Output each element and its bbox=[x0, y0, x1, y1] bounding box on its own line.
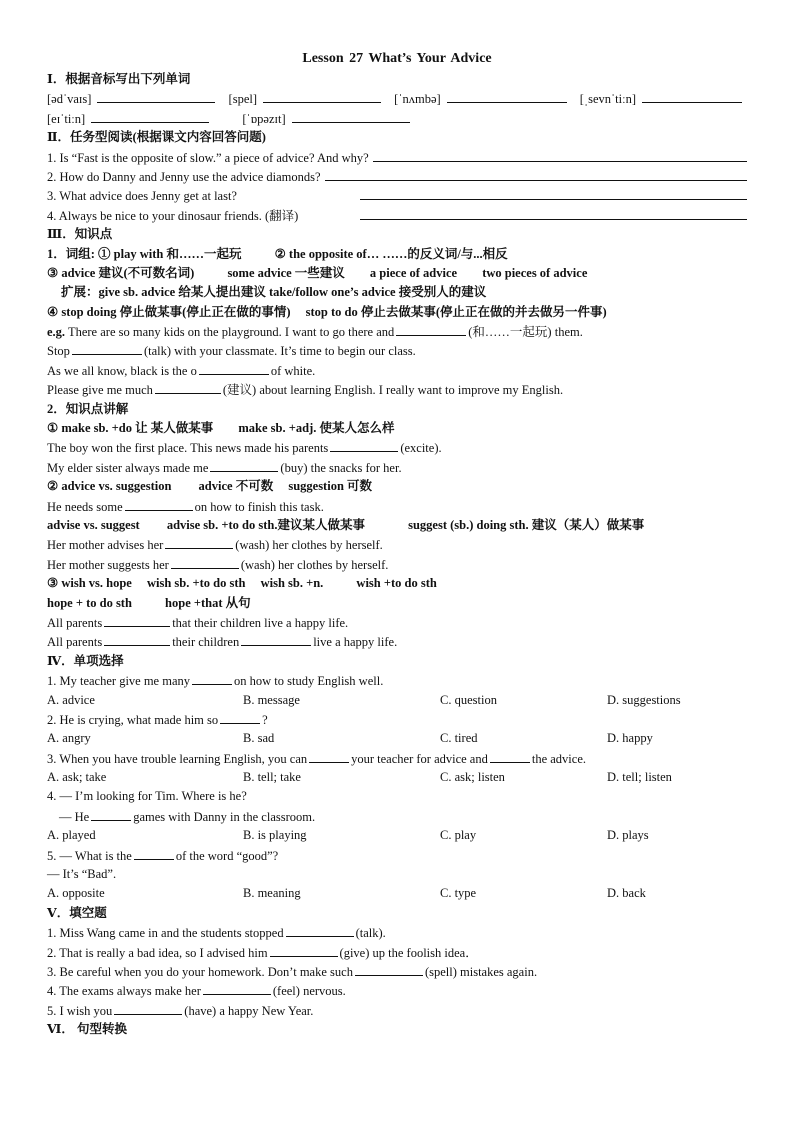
phrase-label: 1．词组: bbox=[47, 246, 95, 261]
phonetics-row-1 bbox=[47, 89, 747, 108]
knowledge-2-example-1 bbox=[47, 497, 747, 516]
example-text: (wash) her clothes by herself. bbox=[235, 538, 383, 553]
knowledge-1 bbox=[47, 419, 747, 438]
knowledge-3 bbox=[47, 574, 747, 593]
example-text: of white. bbox=[270, 363, 316, 378]
knowledge-3-hope bbox=[47, 594, 747, 613]
question-text: 5. I wish you bbox=[47, 1003, 113, 1018]
section-2-heading: Ⅱ．任务型阅读(根据课文内容回答问题) bbox=[47, 130, 266, 145]
option-a[interactable]: A. angry bbox=[47, 731, 91, 746]
mc-options-5 bbox=[47, 884, 747, 903]
option-d[interactable]: D. tell; listen bbox=[607, 770, 672, 785]
knowledge-suggestion-countable: suggestion 可数 bbox=[288, 479, 373, 494]
fill-item-1 bbox=[47, 923, 747, 942]
answer-blank[interactable] bbox=[104, 632, 170, 646]
answer-blank[interactable] bbox=[330, 438, 398, 452]
knowledge-suggest-usage: suggest (sb.) doing sth. 建议（某人）做某事 bbox=[408, 517, 645, 532]
section-1-heading: Ⅰ．根据音标写出下列单词 bbox=[47, 72, 191, 86]
option-a[interactable]: A. opposite bbox=[47, 886, 105, 901]
example-text: There are so many kids on the playground. I want to go there and bbox=[65, 325, 395, 340]
mc-question-5 bbox=[47, 846, 747, 865]
example-text: As we all know, black is the o bbox=[47, 363, 197, 378]
answer-blank[interactable] bbox=[292, 109, 410, 123]
answer-blank[interactable] bbox=[192, 671, 232, 685]
example-text: Her mother advises her bbox=[47, 538, 164, 553]
answer-blank[interactable] bbox=[210, 458, 278, 472]
section-3-heading: Ⅲ．知识点 bbox=[47, 227, 113, 242]
fill-item-3 bbox=[47, 962, 747, 981]
knowledge-wish-sb-n: wish sb. +n. bbox=[260, 576, 324, 591]
question-text: 4. Always be nice to your dinosaur friends. (翻译) bbox=[47, 208, 299, 223]
phrase-extension: 扩展：give sb. advice 给某人提出建议 take/follow one’s advice 接受别人的建议 bbox=[61, 285, 487, 300]
knowledge-advise-usage: advise sb. +to do sth.建议某人做某事 bbox=[166, 517, 365, 532]
example-text: All parents bbox=[47, 635, 103, 650]
question-text: 5. — What is the bbox=[47, 848, 132, 863]
question-text: (give) up the foolish idea． bbox=[339, 945, 478, 960]
example-text: My elder sister always made me bbox=[47, 460, 209, 475]
phrase-line-4 bbox=[47, 303, 747, 322]
reading-question-1 bbox=[47, 148, 747, 167]
answer-blank[interactable] bbox=[309, 749, 349, 763]
answer-blank[interactable] bbox=[203, 981, 271, 995]
fill-item-2 bbox=[47, 943, 747, 962]
knowledge-hope-that: hope +that 从句 bbox=[165, 595, 251, 610]
question-text: 1. Miss Wang came in and the students stopped bbox=[47, 926, 284, 941]
example-text: on how to finish this task. bbox=[194, 499, 324, 514]
knowledge-hope-to-do: hope + to do sth bbox=[47, 595, 132, 610]
option-a[interactable]: A. ask; take bbox=[47, 770, 107, 785]
question-text: your teacher for advice and bbox=[351, 751, 488, 766]
mc-question-4-line-2 bbox=[47, 807, 747, 826]
option-d[interactable]: D. back bbox=[607, 886, 646, 901]
example-text: The boy won the first place. This news made his parents bbox=[47, 441, 329, 456]
phrase-stop-doing: ④ stop doing 停止做某事(停止正在做的事情) bbox=[47, 304, 291, 319]
answer-line[interactable] bbox=[373, 148, 747, 162]
section-5-heading: Ⅴ．填空题 bbox=[47, 905, 107, 920]
phonetic-1: [ədˈvaɪs] bbox=[47, 92, 92, 107]
option-b[interactable]: B. meaning bbox=[243, 886, 301, 901]
option-b[interactable]: B. is playing bbox=[243, 828, 307, 843]
option-c[interactable]: C. play bbox=[440, 828, 477, 843]
question-text: 4. The exams always make her bbox=[47, 984, 201, 999]
knowledge-3-example-1 bbox=[47, 613, 747, 632]
phrase-opposite-of: ② the opposite of… ……的反义词/与...相反 bbox=[274, 246, 508, 261]
option-d[interactable]: D. suggestions bbox=[607, 692, 681, 707]
answer-blank[interactable] bbox=[241, 632, 311, 646]
question-text: 3. When you have trouble learning English, you can bbox=[47, 751, 308, 766]
option-c[interactable]: C. tired bbox=[440, 731, 478, 746]
answer-blank[interactable] bbox=[72, 341, 142, 355]
phrase-advice: ③ advice 建议(不可数名词) bbox=[47, 265, 195, 280]
example-text: Stop bbox=[47, 344, 70, 359]
phrase-stop-to-do: stop to do 停止去做某事(停止正在做的并去做另一件事) bbox=[305, 304, 607, 319]
answer-blank[interactable] bbox=[220, 710, 260, 724]
option-c[interactable]: C. ask; listen bbox=[440, 770, 505, 785]
phonetic-2: [spel] bbox=[228, 92, 258, 107]
question-text: 2. That is really a bad idea, so I advised him bbox=[47, 945, 268, 960]
phrase-piece-of-advice: a piece of advice bbox=[369, 265, 458, 280]
knowledge-make-adj: make sb. +adj. 使某人怎么样 bbox=[238, 421, 395, 436]
reading-question-4 bbox=[47, 206, 747, 225]
knowledge-advice-vs-suggestion: ② advice vs. suggestion bbox=[47, 479, 172, 494]
answer-line[interactable] bbox=[325, 167, 747, 181]
mc-options-4 bbox=[47, 826, 747, 845]
question-text: (have) a happy New Year. bbox=[184, 1003, 314, 1018]
example-text: Please give me much bbox=[47, 383, 153, 398]
option-b[interactable]: B. message bbox=[243, 692, 300, 707]
example-4 bbox=[47, 380, 747, 399]
knowledge-advice-uncountable: advice 不可数 bbox=[198, 479, 274, 494]
example-text: Her mother suggests her bbox=[47, 557, 169, 572]
phonetic-3: [ˈnʌmbə] bbox=[394, 92, 441, 107]
mc-options-1 bbox=[47, 691, 747, 710]
option-a[interactable]: A. played bbox=[47, 828, 96, 843]
knowledge-3-example-2 bbox=[47, 632, 747, 651]
example-label: e.g. bbox=[47, 325, 66, 340]
phonetic-4: [ˌsevnˈtiːn] bbox=[579, 92, 637, 107]
knowledge-advise-vs-suggest: advise vs. suggest bbox=[47, 517, 140, 532]
worksheet bbox=[47, 48, 747, 1040]
answer-line[interactable] bbox=[360, 186, 747, 200]
mc-question-2 bbox=[47, 710, 747, 729]
knowledge-2 bbox=[47, 477, 747, 496]
question-text: (talk). bbox=[355, 926, 386, 941]
question-text: (feel) nervous. bbox=[272, 984, 346, 999]
knowledge-wish-vs-hope: ③ wish vs. hope bbox=[47, 576, 132, 591]
example-text: (建议) about learning English. I really want to improve my English. bbox=[222, 383, 564, 398]
answer-blank[interactable] bbox=[263, 89, 381, 103]
section-6-heading: Ⅵ． 句型转换 bbox=[47, 1022, 127, 1037]
answer-blank[interactable] bbox=[125, 497, 193, 511]
example-text: (excite). bbox=[400, 441, 442, 456]
phrase-play-with: ① play with 和……一起玩 bbox=[98, 246, 242, 261]
answer-blank[interactable] bbox=[642, 89, 742, 103]
knowledge-wish-to-do: wish +to do sth bbox=[356, 576, 437, 591]
mc-options-2 bbox=[47, 729, 747, 748]
question-text: 2. How do Danny and Jenny use the advice diamonds? bbox=[47, 169, 321, 184]
answer-blank[interactable] bbox=[91, 109, 209, 123]
option-c[interactable]: C. question bbox=[440, 692, 497, 707]
example-text: (wash) her clothes by herself. bbox=[240, 557, 389, 572]
answer-blank[interactable] bbox=[396, 322, 466, 336]
question-text: of the word “good”? bbox=[175, 848, 279, 863]
question-text: 3. Be careful when you do your homework. Don’t make such bbox=[47, 964, 353, 979]
mc-options-3 bbox=[47, 768, 747, 787]
mc-question-4: 4. — I’m looking for Tim. Where is he? bbox=[47, 789, 247, 804]
example-1 bbox=[47, 322, 747, 341]
answer-line[interactable] bbox=[360, 206, 747, 220]
knowledge-heading: 2．知识点讲解 bbox=[47, 401, 129, 416]
answer-blank[interactable] bbox=[114, 1001, 182, 1015]
answer-blank[interactable] bbox=[91, 807, 131, 821]
example-text: their children bbox=[172, 635, 240, 650]
example-text: He needs some bbox=[47, 499, 123, 514]
question-text: ? bbox=[262, 712, 268, 727]
mc-question-3 bbox=[47, 749, 747, 768]
answer-blank[interactable] bbox=[270, 943, 338, 957]
example-text: All parents bbox=[47, 615, 103, 630]
answer-blank[interactable] bbox=[199, 361, 269, 375]
answer-blank[interactable] bbox=[104, 613, 170, 627]
example-3 bbox=[47, 361, 747, 380]
example-2 bbox=[47, 341, 747, 360]
question-text: 1. My teacher give me many bbox=[47, 674, 191, 689]
question-text: 1. Is “Fast is the opposite of slow.” a piece of advice? And why? bbox=[47, 150, 369, 165]
phrase-line-2 bbox=[47, 264, 747, 283]
answer-blank[interactable] bbox=[155, 380, 221, 394]
answer-blank[interactable] bbox=[171, 555, 239, 569]
reading-question-2 bbox=[47, 167, 747, 186]
mc-question-1 bbox=[47, 671, 747, 690]
example-text: that their children live a happy life. bbox=[172, 615, 349, 630]
option-d[interactable]: D. plays bbox=[607, 828, 649, 843]
example-text: (和……一起玩) them. bbox=[468, 325, 583, 340]
question-text: games with Danny in the classroom. bbox=[133, 809, 316, 824]
knowledge-1-example-2 bbox=[47, 458, 747, 477]
option-c[interactable]: C. type bbox=[440, 886, 477, 901]
phrase-pieces-of-advice: two pieces of advice bbox=[482, 265, 588, 280]
answer-blank[interactable] bbox=[447, 89, 567, 103]
example-text: live a happy life. bbox=[313, 635, 398, 650]
answer-blank[interactable] bbox=[490, 749, 530, 763]
option-b[interactable]: B. sad bbox=[243, 731, 275, 746]
answer-blank[interactable] bbox=[165, 535, 233, 549]
fill-item-5 bbox=[47, 1001, 747, 1020]
phonetics-row-2 bbox=[47, 109, 747, 128]
option-d[interactable]: D. happy bbox=[607, 731, 653, 746]
phrase-some-advice: some advice 一些建议 bbox=[227, 265, 345, 280]
question-text: 3. What advice does Jenny get at last? bbox=[47, 189, 237, 204]
knowledge-2-example-2 bbox=[47, 535, 747, 554]
answer-blank[interactable] bbox=[134, 846, 174, 860]
option-b[interactable]: B. tell; take bbox=[243, 770, 301, 785]
knowledge-advise-suggest bbox=[47, 516, 747, 535]
question-text: 2. He is crying, what made him so bbox=[47, 712, 219, 727]
phonetic-5: [eɪˈtiːn] bbox=[47, 111, 86, 126]
option-a[interactable]: A. advice bbox=[47, 692, 95, 707]
knowledge-wish-sb-to-do: wish sb. +to do sth bbox=[146, 576, 246, 591]
answer-blank[interactable] bbox=[286, 923, 354, 937]
reading-question-3 bbox=[47, 186, 747, 205]
question-text: the advice. bbox=[531, 751, 586, 766]
question-text: — He bbox=[59, 809, 90, 824]
answer-blank[interactable] bbox=[97, 89, 215, 103]
phonetic-6: [ˈɒpəzɪt] bbox=[242, 111, 286, 126]
page-title: Lesson 27 What’s Your Advice bbox=[302, 51, 492, 66]
question-text: on how to study English well. bbox=[234, 674, 384, 689]
answer-blank[interactable] bbox=[355, 962, 423, 976]
knowledge-2-example-3 bbox=[47, 555, 747, 574]
fill-item-4 bbox=[47, 981, 747, 1000]
section-4-heading: Ⅳ．单项选择 bbox=[47, 653, 124, 668]
question-text: (spell) mistakes again. bbox=[424, 964, 538, 979]
example-text: (talk) with your classmate. It’s time to begin our class. bbox=[143, 344, 416, 359]
knowledge-1-example-1 bbox=[47, 438, 747, 457]
example-text: (buy) the snacks for her. bbox=[280, 460, 402, 475]
knowledge-make-do: ① make sb. +do 让 某人做某事 bbox=[47, 421, 214, 436]
mc-question-5-line-2: — It’s “Bad”. bbox=[47, 867, 117, 882]
phrase-line-1 bbox=[47, 245, 747, 264]
